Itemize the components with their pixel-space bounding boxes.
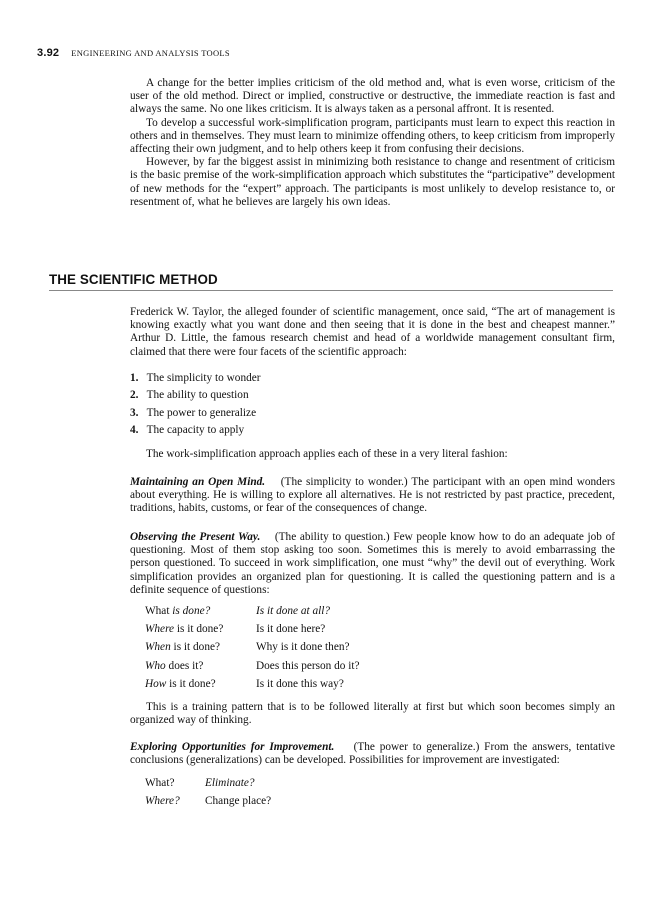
taylor-section — [130, 306, 615, 359]
question-cell: Who does it? — [145, 659, 204, 672]
question-cell: Is it done here? — [256, 623, 326, 636]
paragraph: However, by far the biggest assist in minimizing both resistance to change and resentment of criticism is the basic premise of the work-simplification approach which substitutes the “participative” development of new methods for the “expert” approach. The participants is most unlikely to develop resistance to, or resentment of, what he believes are largely his own ideas. — [130, 156, 615, 208]
improvement-cell: What? — [145, 777, 175, 789]
list-number: 3. — [130, 406, 139, 419]
list-item — [130, 389, 261, 406]
running-title: ENGINEERING AND ANALYSIS TOOLS — [71, 48, 230, 58]
question-cell: Where is it done? — [145, 623, 224, 636]
question-cell: How is it done? — [145, 677, 216, 690]
paragraph — [130, 741, 615, 767]
paragraph: Frederick W. Taylor, the alleged founder of scientific management, once said, “The art of management is knowing exactly what you want done and then seeing that it is done in the best and cheapest manner.” Arthur D. Little, the famous research chemist and head of a worldwide management consultant firm, claimed that there were four facets of the scientific approach: — [130, 306, 615, 358]
question-cell: Does this person do it? — [256, 659, 360, 672]
table-row — [145, 660, 360, 678]
paragraph: This is a training pattern that is to be followed literally at first but which soon becomes simply an organized way of thinking. — [130, 701, 615, 727]
list-item — [130, 407, 261, 424]
improvement-pattern — [145, 777, 271, 813]
paragraph-text: (The simplicity to wonder.) The participant with an open mind wonders about everything. He is willing to explore all alternatives. He is not restricted by past practice, precedent, traditions, habits, customs, or fear of the consequences of change. — [130, 476, 615, 515]
table-row — [145, 678, 360, 696]
training-section — [130, 701, 615, 727]
paragraph — [130, 531, 615, 597]
runin-heading: Observing the Present Way. — [130, 531, 261, 543]
question-cell: Is it done this way? — [256, 677, 344, 690]
question-cell: Is it done at all? — [256, 605, 331, 617]
improvement-cell: Where? — [145, 795, 180, 808]
improvement-table — [145, 777, 271, 813]
intro-section — [130, 77, 615, 209]
paragraph-text: (The power to generalize.) From the answers, tentative conclusions (generalizations) can be developed. Possibilities for improvement are investigated: — [130, 741, 616, 767]
question-table — [145, 605, 360, 696]
section-title: THE SCIENTIFIC METHOD — [49, 272, 218, 287]
question-cell: Why is it done then? — [256, 641, 350, 654]
list-number: 4. — [130, 424, 139, 437]
list-number: 1. — [130, 372, 139, 384]
runin-heading: Maintaining an Open Mind. — [130, 476, 266, 488]
question-cell: When is it done? — [145, 641, 220, 654]
list-number: 2. — [130, 389, 139, 402]
improvement-cell: Change place? — [205, 795, 272, 808]
list-text: The ability to question — [146, 389, 249, 402]
list-item — [130, 424, 261, 441]
running-header — [37, 47, 230, 59]
improvement-cell: Eliminate? — [205, 777, 255, 789]
list-text: The simplicity to wonder — [146, 372, 261, 384]
table-row — [145, 623, 360, 641]
list-text: The power to generalize — [146, 406, 257, 419]
list-item — [130, 372, 261, 389]
question-cell: What is done? — [145, 605, 211, 617]
table-row — [145, 777, 271, 795]
paragraph: The work-simplification approach applies each of these in a very literal fashion: — [146, 448, 508, 460]
table-row — [145, 795, 271, 813]
question-pattern — [145, 605, 360, 696]
present-way-section — [130, 531, 615, 597]
paragraph — [130, 476, 615, 516]
open-mind-section — [130, 476, 615, 516]
paragraph: To develop a successful work-simplification program, participants must learn to expect this reaction in others and in themselves. They must learn to minimize offending others, to keep criticism from improperly affecting their own judgment, and to help others keep it from confusing their decisions. — [130, 116, 615, 156]
paragraph-text: (The ability to question.) Few people know how to do an adequate job of questioning. Most of them stop asking too soon. Sometimes this is merely to avoid embarrassing the person questioned. To succeed in work simplification, one must “why” the devil out of everything. Work simplification provides an organized plan for questioning. It is called the questioning pattern and is a definite sequence of questions: — [130, 531, 616, 596]
opportunities-section — [130, 741, 615, 767]
list-text: The capacity to apply — [146, 424, 245, 437]
facets-followup — [130, 448, 615, 461]
table-row — [145, 641, 360, 659]
runin-heading: Exploring Opportunities for Improvement. — [130, 741, 335, 753]
paragraph: A change for the better implies criticism of the old method and, what is even worse, criticism of the user of the old method. Direct or implied, constructive or destructive, the immediate reaction is fast and always the same. No one likes criticism. It is always taken as a personal affront. It is resented. — [130, 77, 615, 116]
facet-list — [130, 372, 261, 442]
section-rule — [49, 290, 613, 291]
page-number: 3.92 — [37, 47, 60, 59]
table-row — [145, 605, 360, 623]
